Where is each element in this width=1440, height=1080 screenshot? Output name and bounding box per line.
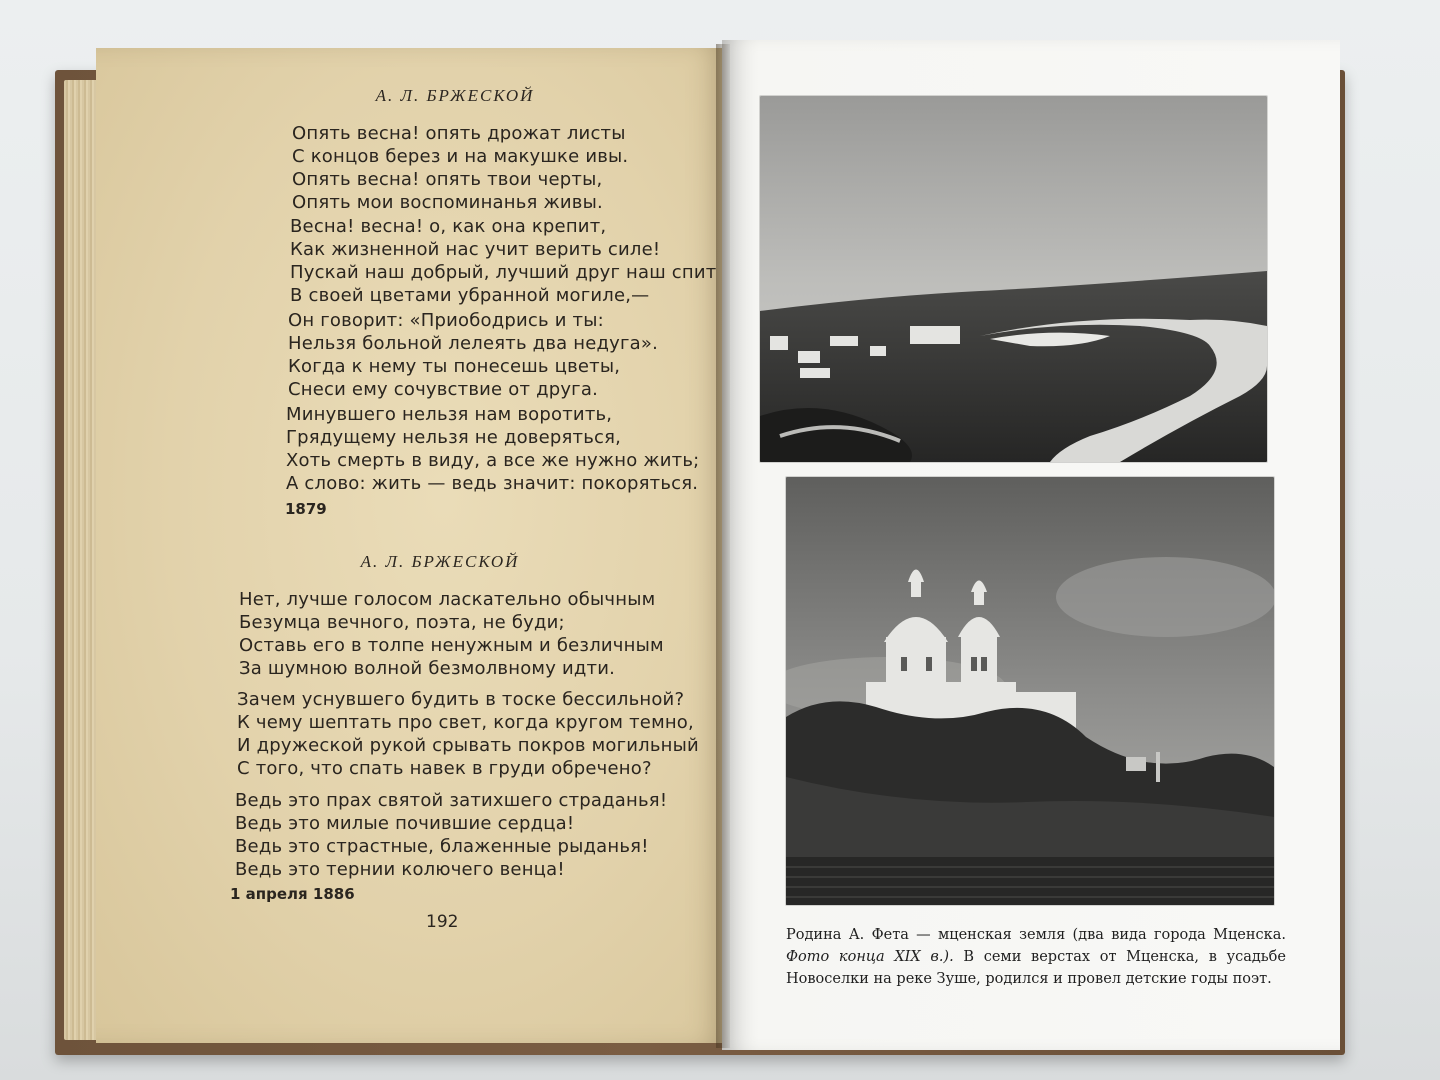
poem-1-stanza-3 [288, 309, 658, 401]
poem-1-stanza-2 [290, 215, 716, 307]
verse-line: Опять мои воспоминанья живы. [292, 192, 603, 213]
verse-line: Ведь это прах святой затихшего страданья! [235, 790, 668, 811]
verse-line: Минувшего нельзя нам воротить, [286, 404, 613, 425]
verse-line: Опять весна! опять дрожат листы [292, 123, 626, 144]
verse-line: Зачем уснувшего будить в тоске бессильной? [237, 689, 685, 710]
verse-line: Опять весна! опять твои черты, [292, 169, 603, 190]
verse-line: И дружеской рукой срывать покров могильный [237, 735, 699, 756]
poem-1-title: А. Л. БРЖЕСКОЙ [375, 86, 535, 105]
river-valley-photo [760, 96, 1267, 462]
verse-line: Пускай наш добрый, лучший друг наш спит [290, 262, 717, 283]
verse-line: Ведь это тернии колючего венца! [235, 859, 565, 880]
caption-text-2: В семи верстах от Мценска, в усадьбе Новоселки на реке Зуше, родился и провел детские годы поэт. [786, 949, 1286, 987]
caption-italic: Фото конца XIX в.). [786, 949, 954, 965]
verse-line: В своей цветами убранной могиле,— [290, 285, 650, 306]
verse-line: Хоть смерть в виду, а все же нужно жить; [286, 450, 700, 471]
verse-line: К чему шептать про свет, когда кругом темно, [237, 712, 694, 733]
poem-2-stanza-2 [237, 688, 699, 780]
verse-line: Оставь его в толпе ненужным и безличным [239, 635, 664, 656]
book-gutter [716, 44, 730, 1048]
verse-line: Грядущему нельзя не доверяться, [286, 427, 622, 448]
poem-2-date: 1 апреля 1886 [230, 885, 355, 903]
page-number: 192 [426, 912, 459, 932]
poem-1-stanza-1 [292, 122, 628, 214]
verse-line: Нельзя больной лелеять два недуга». [288, 333, 659, 354]
church-on-hill-photo [786, 477, 1274, 905]
verse-line: С концов берез и на макушке ивы. [292, 146, 629, 167]
verse-line: Как жизненной нас учит верить силе! [290, 239, 661, 260]
verse-line: Нет, лучше голосом ласкательно обычным [239, 589, 656, 610]
poem-2-title: А. Л. БРЖЕСКОЙ [360, 552, 520, 571]
verse-line: Снеси ему сочувствие от друга. [288, 379, 598, 400]
poem-2-stanza-3 [235, 789, 667, 881]
verse-line: Он говорит: «Приободрись и ты: [288, 310, 604, 331]
verse-line: Когда к нему ты понесешь цветы, [288, 356, 621, 377]
poem-1-date: 1879 [285, 500, 327, 518]
poem-1-stanza-4 [286, 403, 699, 495]
verse-line: А слово: жить — ведь значит: покоряться. [286, 473, 699, 494]
verse-line: Весна! весна! о, как она крепит, [290, 216, 607, 237]
verse-line: Ведь это милые почившие сердца! [235, 813, 575, 834]
caption-text-1: Родина А. Фета — мценская земля (два вида города Мценска. [786, 927, 1286, 943]
verse-line: Безумца вечного, поэта, не буди; [239, 612, 565, 633]
verse-line: С того, что спать навек в груди обречено? [237, 758, 652, 779]
photo-caption [786, 924, 1286, 990]
verse-line: За шумною волной безмолвному идти. [239, 658, 616, 679]
poem-2-stanza-1 [239, 588, 664, 680]
verse-line: Ведь это страстные, блаженные рыданья! [235, 836, 649, 857]
